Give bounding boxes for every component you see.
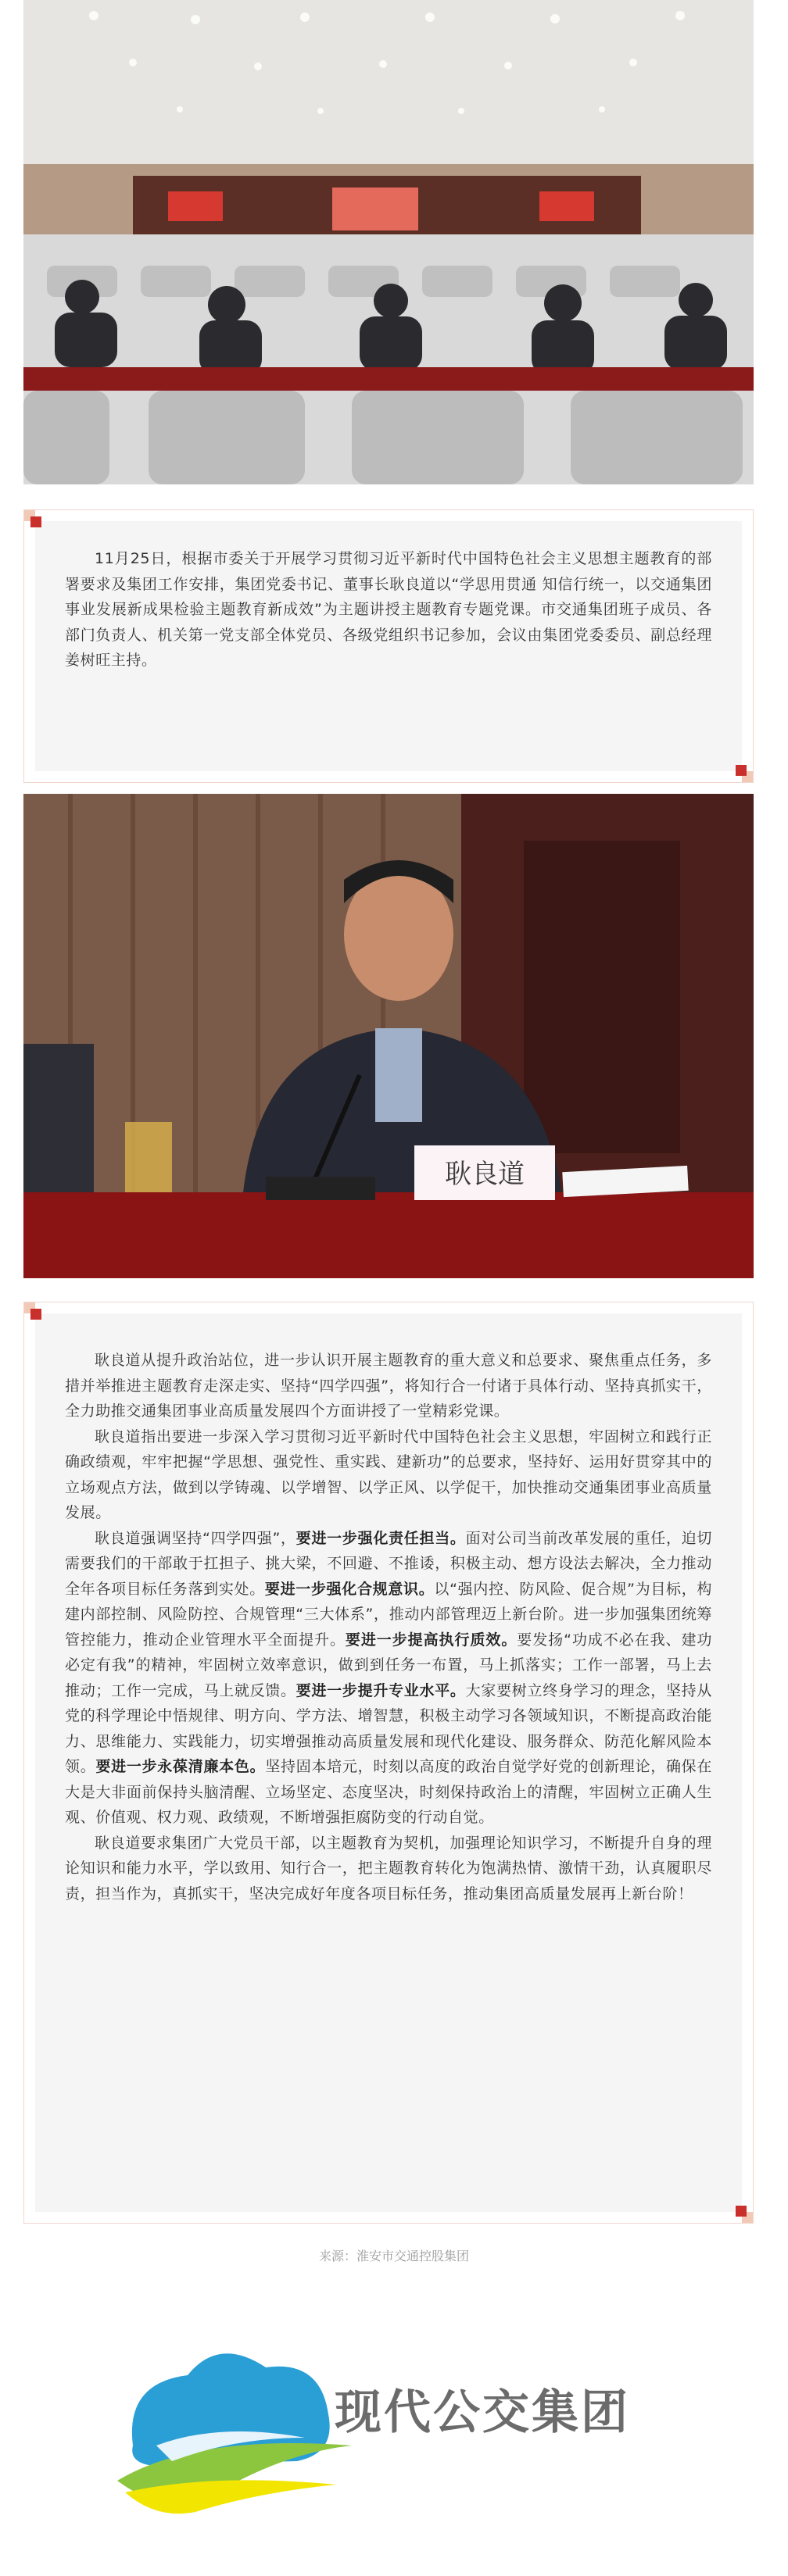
- body-paragraph-3: [65, 1526, 712, 1831]
- source-line: 来源：淮安市交通控股集团: [318, 2249, 469, 2263]
- speaker-nameplate: 耿良道: [445, 1159, 525, 1190]
- p3-point-integrity: 要进一步永葆清廉本色。: [95, 1758, 266, 1775]
- brand-logo-area: [0, 2313, 788, 2547]
- intro-paragraph: 11月25日，根据市委关于开展学习贯彻习近平新时代中国特色社会主义思想主题教育的部署要求及集团工作安排，集团党委书记、董事长耿良道以“学思用贯通 知信行统一，以交通集团事业发展新成果检验主题教育新成效”为主题讲授主题教育专题党课。市交通集团班子成员、各部门负责人、机关第一党支部全体党员、各级党组织书记参加，会议由集团党委委员、副总经理姜树旺主持。: [65, 550, 712, 669]
- corner-ornament-icon: [736, 765, 753, 782]
- p3-point-execution: 要进一步提高执行质效。: [345, 1631, 518, 1649]
- p3-compliance-detail: 以“强内控、防风险、促合规”为目标，构建内部控制、风险防控、合规管理“三大体系”，推动内部管理迈上新台阶。进一步加强集团统筹管控能力，推动企业管理水平全面提升。: [65, 1580, 712, 1649]
- corner-ornament-icon: [24, 1302, 41, 1320]
- p3-professional-detail: 大家要树立终身学习的理念，坚持从党的科学理论中悟规律、明方向、学方法、增智慧，积极主动学习各领域知识，不断提高政治能力、思维能力、实践能力，切实增强推动高质量发展和现代化建设、服务群众、防范化解风险本领。: [65, 1681, 712, 1775]
- body-paragraph-4: 耿良道要求集团广大党员干部，以主题教育为契机，加强理论知识学习，不断提升自身的理论知识和能力水平，学以致用、知行合一，把主题教育转化为饱满热情、激情干劲，认真履职尽责，担当作为，真抓实干，坚决完成好年度各项目标任务，推动集团高质量发展再上新台阶！: [65, 1834, 712, 1903]
- body-text-box: [23, 1302, 754, 2224]
- speaker-photo: [23, 794, 754, 1278]
- body-paragraph-2: 耿良道指出要进一步深入学习贯彻习近平新时代中国特色社会主义思想，牢固树立和践行正确政绩观，牢牢把握“学思想、强党性、重实践、建新功”的总要求，坚持好、运用好贯穿其中的立场观点方法，做到以学铸魂、以学增智、以学正风、以学促干，加快推动交通集团事业高质量发展。: [65, 1427, 712, 1521]
- meeting-hall-photo: [23, 0, 754, 484]
- brand-name: 现代公交集团: [335, 2385, 630, 2440]
- body-paragraph-1: 耿良道从提升政治站位，进一步认识开展主题教育的重大意义和总要求、聚焦重点任务，多措并举推进主题教育走深走实、坚持“四学四强”，将知行合一付诸于具体行动、坚持真抓实干，全力助推交通集团事业高质量发展四个方面讲授了一堂精彩党课。: [65, 1352, 712, 1420]
- meeting-hall-illustration: [23, 0, 754, 484]
- corner-ornament-icon: [24, 510, 41, 527]
- brand-logo-icon: [102, 2328, 367, 2516]
- body-text-container: [65, 1348, 712, 1906]
- intro-text-box: [23, 509, 754, 783]
- p3-responsibility-detail: 面对公司当前改革发展的重任，迫切需要我们的干部敢于扛担子、挑大梁，不回避、不推诿，积极主动、想方设法去解决，全力推动全年各项目标任务落到实处。: [65, 1529, 712, 1598]
- p3-point-responsibility: 要进一步强化责任担当。: [296, 1529, 466, 1547]
- corner-ornament-icon: [736, 2206, 753, 2223]
- p3-execution-detail: 要发扬“功成不必在我、建功必定有我”的精神，牢固树立效率意识，做到到任务一布置，马上抓落实；工作一部署，马上去推动；工作一完成，马上就反馈。: [65, 1631, 712, 1699]
- speaker-illustration: [23, 794, 754, 1278]
- p3-integrity-detail: 坚持固本培元，时刻以高度的政治自觉学好党的创新理论，确保在大是大非面前保持头脑清醒、立场坚定、态度坚决，时刻保持政治上的清醒，牢固树立正确人生观、价值观、权力观、政绩观，不断增强拒腐防变的行动自觉。: [65, 1758, 712, 1826]
- p3-intro: 耿良道强调坚持“四学四强”，: [95, 1529, 296, 1547]
- p3-point-professional: 要进一步提升专业水平。: [296, 1681, 466, 1699]
- intro-paragraph-container: [65, 546, 712, 673]
- p3-point-compliance: 要进一步强化合规意识。: [264, 1580, 435, 1598]
